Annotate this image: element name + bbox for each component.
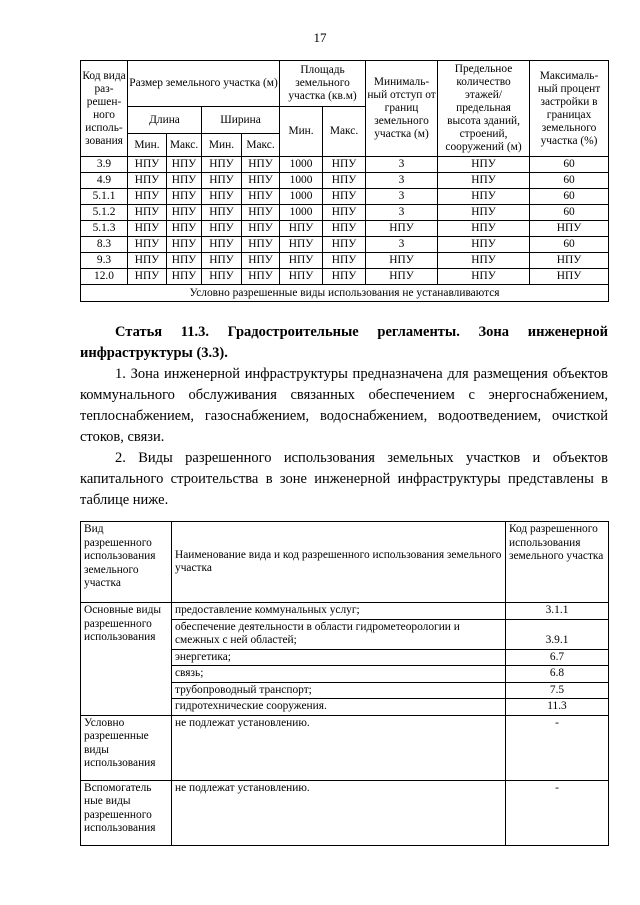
table-cell: НПУ (128, 221, 167, 237)
table-cell: НПУ (280, 237, 323, 253)
table-cell: НПУ (323, 189, 366, 205)
article-text (80, 322, 608, 511)
table-row (81, 780, 609, 845)
table-cell: НПУ (242, 269, 280, 285)
table-cell: НПУ (530, 253, 609, 269)
table-cell: НПУ (167, 173, 202, 189)
table-cell: 60 (530, 205, 609, 221)
table-cell: 5.1.3 (81, 221, 128, 237)
header-floors: Предельное количество этажей/ предельная высота зданий, строений, сооружений (м) (438, 61, 530, 157)
use-code: 7.5 (506, 682, 609, 699)
header-coverage: Максималь-ный процент застройки в границах земельного участка (%) (530, 61, 609, 157)
permitted-uses-table (80, 521, 609, 846)
table-cell: НПУ (438, 221, 530, 237)
table-cell: НПУ (167, 221, 202, 237)
table-cell: НПУ (438, 205, 530, 221)
table-cell: 3 (366, 237, 438, 253)
use-group-label: Вспомогатель ные виды разрешенного использования (81, 780, 172, 845)
header-area-max: Макс. (323, 107, 366, 157)
table-cell: 1000 (280, 205, 323, 221)
table-cell: НПУ (323, 205, 366, 221)
table-cell: 1000 (280, 189, 323, 205)
use-code: - (506, 780, 609, 845)
table-cell: НПУ (323, 157, 366, 173)
header-use-type: Вид разрешенного использования земельного участка (81, 522, 172, 603)
use-code: 6.8 (506, 666, 609, 683)
header-code: Код вида раз-решен-ного исполь-зования (81, 61, 128, 157)
header-width-max: Макс. (242, 134, 280, 157)
page-number: 17 (313, 30, 327, 45)
table-cell: НПУ (323, 173, 366, 189)
table-cell: 60 (530, 189, 609, 205)
table-row (81, 173, 609, 189)
table-cell: 5.1.2 (81, 205, 128, 221)
table-cell: НПУ (128, 189, 167, 205)
header-setback: Минималь-ный отступ от границ земельного участка (м) (366, 61, 438, 157)
table-cell: НПУ (280, 269, 323, 285)
header-area: Площадь земельного участка (кв.м) (280, 61, 366, 107)
use-name: не подлежат установлению. (172, 715, 506, 780)
header-length-min: Мин. (128, 134, 167, 157)
table-cell: НПУ (366, 253, 438, 269)
use-code: 6.7 (506, 649, 609, 666)
use-name: энергетика; (172, 649, 506, 666)
use-group-label: Условно разрешенные виды использования (81, 715, 172, 780)
table-cell: НПУ (202, 221, 242, 237)
table-cell: 1000 (280, 157, 323, 173)
table-cell: НПУ (242, 157, 280, 173)
table-cell: 12.0 (81, 269, 128, 285)
use-code: - (506, 715, 609, 780)
table-cell: НПУ (202, 237, 242, 253)
use-name: трубопроводный транспорт; (172, 682, 506, 699)
header-length: Длина (128, 107, 202, 134)
table-cell: НПУ (167, 157, 202, 173)
header-size: Размер земельного участка (м) (128, 61, 280, 107)
table-cell: НПУ (167, 237, 202, 253)
table-cell: 5.1.1 (81, 189, 128, 205)
table-row (81, 715, 609, 780)
table-cell: 60 (530, 237, 609, 253)
table-cell: НПУ (242, 221, 280, 237)
table-cell: 8.3 (81, 237, 128, 253)
table-cell: НПУ (438, 269, 530, 285)
table-cell: НПУ (128, 253, 167, 269)
table-cell: НПУ (167, 205, 202, 221)
table-cell: НПУ (167, 269, 202, 285)
table-cell: НПУ (128, 205, 167, 221)
header-use-code: Код разрешенного использования земельного участка (506, 522, 609, 603)
table-row (81, 189, 609, 205)
table-cell: НПУ (438, 253, 530, 269)
table-cell: 3 (366, 157, 438, 173)
table-cell: НПУ (323, 269, 366, 285)
table-cell: НПУ (242, 173, 280, 189)
article-paragraph-2: 2. Виды разрешенного использования земельных участков и объектов капитального строительства в зоне инженерной инфраструктуры представлены в таблице ниже. (80, 450, 608, 508)
table-row (81, 603, 609, 620)
table-cell: НПУ (323, 253, 366, 269)
table-cell: НПУ (280, 221, 323, 237)
table-cell: НПУ (242, 205, 280, 221)
use-code: 3.1.1 (506, 603, 609, 620)
table-row (81, 221, 609, 237)
table-cell: НПУ (438, 173, 530, 189)
table-cell: 3 (366, 205, 438, 221)
table-cell: 1000 (280, 173, 323, 189)
table-cell: НПУ (202, 205, 242, 221)
header-width: Ширина (202, 107, 280, 134)
table-cell: НПУ (366, 269, 438, 285)
table-cell: НПУ (323, 237, 366, 253)
header-area-min: Мин. (280, 107, 323, 157)
table-cell: 60 (530, 157, 609, 173)
header-use-name: Наименование вида и код разрешенного использования земельного участка (172, 522, 506, 603)
table-row (81, 237, 609, 253)
table-cell: 3.9 (81, 157, 128, 173)
use-name: связь; (172, 666, 506, 683)
use-code: 3.9.1 (506, 619, 609, 649)
table-cell: НПУ (202, 253, 242, 269)
table-cell: НПУ (530, 221, 609, 237)
use-code: 11.3 (506, 699, 609, 716)
table-cell: 3 (366, 173, 438, 189)
article-paragraph-1: 1. Зона инженерной инфраструктуры предназначена для размещения объектов коммунального обслуживания связанных обеспечением с энергоснабжением, теплоснабжением, газоснабжением, водоснабжением, водоотведением, очисткой стоков, связи. (80, 366, 608, 445)
table-row (81, 253, 609, 269)
table-row (81, 205, 609, 221)
table-row (81, 269, 609, 285)
table-cell: НПУ (530, 269, 609, 285)
use-name: обеспечение деятельности в области гидрометеорологии и смежных с ней областей; (172, 619, 506, 649)
table-note: Условно разрешенные виды использования не устанавливаются (81, 285, 609, 302)
table-cell: НПУ (438, 157, 530, 173)
table-cell: НПУ (167, 253, 202, 269)
use-name: предоставление коммунальных услуг; (172, 603, 506, 620)
table-cell: НПУ (242, 237, 280, 253)
table-row (81, 157, 609, 173)
table-cell: НПУ (280, 253, 323, 269)
table-cell: НПУ (323, 221, 366, 237)
table-cell: НПУ (167, 189, 202, 205)
table-cell: НПУ (366, 221, 438, 237)
table-cell: НПУ (202, 157, 242, 173)
table-cell: НПУ (242, 253, 280, 269)
table-cell: НПУ (128, 237, 167, 253)
table-cell: НПУ (128, 269, 167, 285)
table-cell: НПУ (438, 237, 530, 253)
table-cell: НПУ (242, 189, 280, 205)
table-cell: НПУ (202, 173, 242, 189)
zoning-parameters-table (80, 60, 609, 302)
use-group-label: Основные виды разрешенного использования (81, 603, 172, 716)
table-cell: НПУ (438, 189, 530, 205)
header-length-max: Макс. (167, 134, 202, 157)
table-cell: НПУ (128, 157, 167, 173)
table-cell: НПУ (128, 173, 167, 189)
use-name: гидротехнические сооружения. (172, 699, 506, 716)
article-heading: Статья 11.3. Градостроительные регламенты. Зона инженерной инфраструктуры (3.3). (80, 324, 608, 361)
table-cell: 3 (366, 189, 438, 205)
table-cell: 60 (530, 173, 609, 189)
table-cell: НПУ (202, 189, 242, 205)
header-width-min: Мин. (202, 134, 242, 157)
table-cell: НПУ (202, 269, 242, 285)
table-cell: 9.3 (81, 253, 128, 269)
table-cell: 4.9 (81, 173, 128, 189)
use-name: не подлежат установлению. (172, 780, 506, 845)
